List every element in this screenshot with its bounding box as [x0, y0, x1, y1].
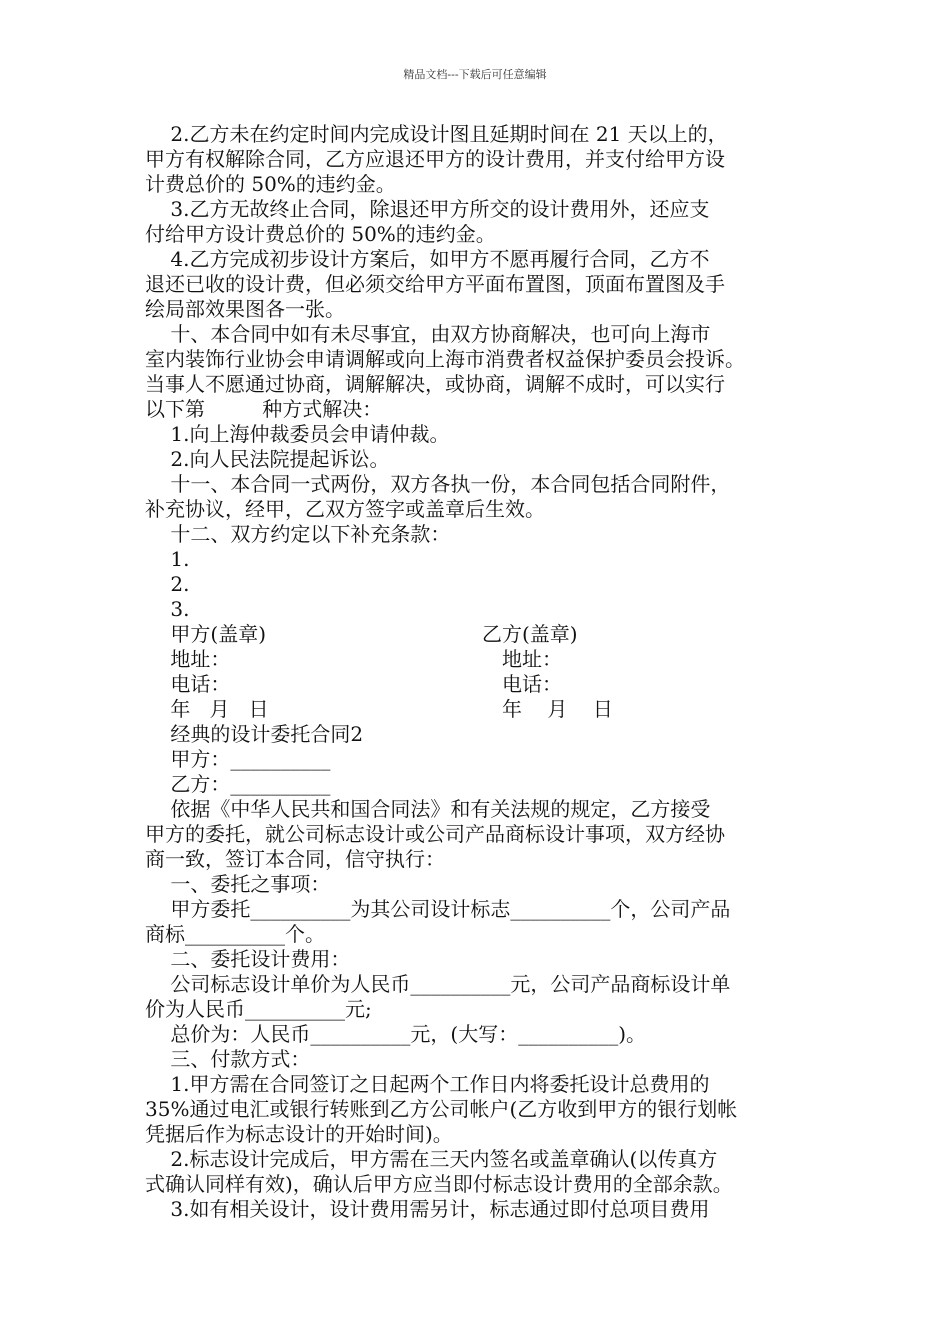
document-line: 计费总价的 50%的违约金。 — [145, 172, 396, 196]
document-line: 依据《中华人民共和国合同法》和有关法规的规定，乙方接受 — [145, 797, 711, 821]
document-line: 退还已收的设计费，但必须交给甲方平面布置图，顶面布置图及手 — [145, 272, 725, 296]
document-line: 3. — [145, 597, 190, 621]
document-line: 凭据后作为标志设计的开始时间)。 — [145, 1122, 453, 1146]
document-line: 2. — [145, 572, 190, 596]
document-line: 以下第 种方式解决： — [145, 397, 383, 421]
document-line: 经典的设计委托合同2 — [145, 722, 364, 746]
document-line: 2.标志设计完成后，甲方需在三天内签名或盖章确认(以传真方 — [145, 1147, 718, 1171]
document-line: 室内装饰行业协会申请调解或向上海市消费者权益保护委员会投诉。 — [145, 347, 745, 371]
document-line: 乙方：__________ — [145, 772, 331, 796]
document-line: 总价为：人民币__________元，(大写：__________)。 — [145, 1022, 647, 1046]
document-line: 电话： — [145, 672, 231, 696]
document-line: 商标__________个。 — [145, 922, 325, 946]
party-b-phone: 电话： — [502, 672, 562, 696]
document-line: 公司标志设计单价为人民币__________元，公司产品商标设计单 — [145, 972, 731, 996]
document-line: 35%通过电汇或银行转账到乙方公司帐户(乙方收到甲方的银行划帐 — [145, 1097, 738, 1121]
document-line: 甲方委托__________为其公司设计标志__________个，公司产品 — [145, 897, 731, 921]
document-line: 2.乙方未在约定时间内完成设计图且延期时间在 21 天以上的， — [145, 122, 728, 146]
document-line: 甲方(盖章) — [145, 622, 267, 646]
document-line: 地址： — [145, 647, 231, 671]
document-line: 年 月 日 — [145, 697, 269, 721]
document-line: 当事人不愿通过协商，调解解决，或协商，调解不成时，可以实行 — [145, 372, 725, 396]
document-line: 甲方：__________ — [145, 747, 331, 771]
document-line: 补充协议，经甲，乙双方签字或盖章后生效。 — [145, 497, 545, 521]
document-line: 十二、双方约定以下补充条款： — [145, 522, 451, 546]
document-line: 2.向人民法院提起诉讼。 — [145, 447, 390, 471]
document-line: 二、委托设计费用： — [145, 947, 351, 971]
document-line: 商一致，签订本合同，信守执行： — [145, 847, 445, 871]
page-header: 精品文档---下载后可任意编辑 — [403, 68, 547, 81]
document-line: 4.乙方完成初步设计方案后，如甲方不愿再履行合同，乙方不 — [145, 247, 710, 271]
document-line: 绘局部效果图各一张。 — [145, 297, 345, 321]
document-line: 3.乙方无故终止合同，除退还甲方所交的设计费用外，还应支 — [145, 197, 710, 221]
document-line: 甲方的委托，就公司标志设计或公司产品商标设计事项，双方经协 — [145, 822, 725, 846]
document-line: 三、付款方式： — [145, 1047, 311, 1071]
document-line: 付给甲方设计费总价的 50%的违约金。 — [145, 222, 496, 246]
party-b-address: 地址： — [502, 647, 562, 671]
document-line: 式确认同样有效)，确认后甲方应当即付标志设计费用的全部余款。 — [145, 1172, 733, 1196]
document-line: 价为人民币__________元; — [145, 997, 372, 1021]
document-line: 1.向上海仲裁委员会申请仲裁。 — [145, 422, 450, 446]
document-line: 1. — [145, 547, 190, 571]
party-b-date: 年 月 日 — [502, 697, 613, 721]
document-line: 一、委托之事项： — [145, 872, 331, 896]
document-line: 1.甲方需在合同签订之日起两个工作日内将委托设计总费用的 — [145, 1072, 710, 1096]
document-line: 甲方有权解除合同，乙方应退还甲方的设计费用，并支付给甲方设 — [145, 147, 725, 171]
document-line: 3.如有相关设计，设计费用需另计，标志通过即付总项目费用 — [145, 1197, 710, 1221]
document-line: 十、本合同中如有未尽事宜，由双方协商解决，也可向上海市 — [145, 322, 711, 346]
party-b-seal: 乙方(盖章) — [482, 622, 578, 646]
document-line: 十一、本合同一式两份，双方各执一份，本合同包括合同附件， — [145, 472, 731, 496]
